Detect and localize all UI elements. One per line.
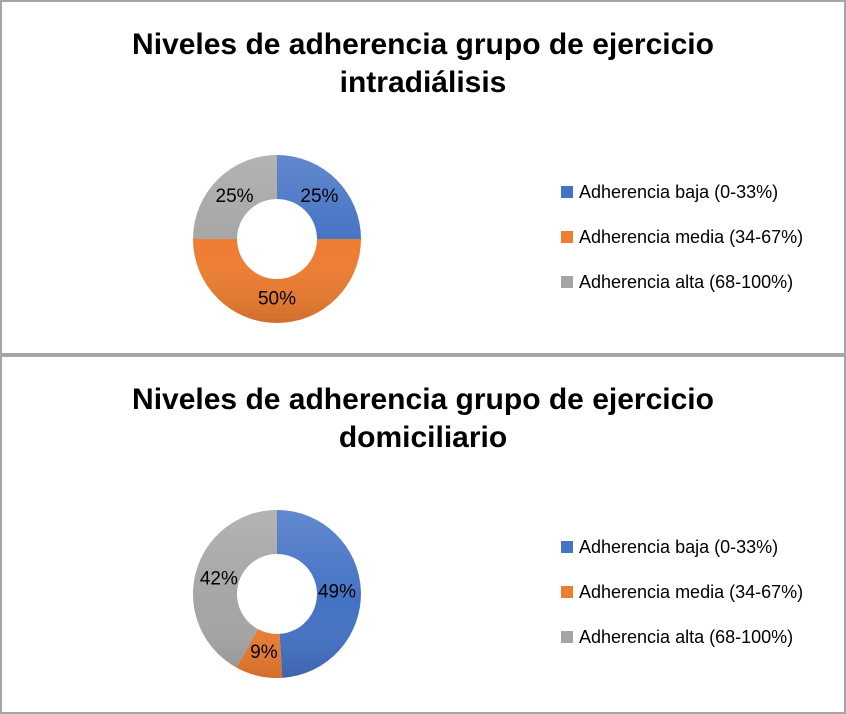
legend	[561, 182, 803, 292]
legend-item-adherencia-alta	[561, 627, 803, 647]
legend-swatch-icon	[561, 186, 573, 198]
donut-chart	[189, 151, 365, 327]
legend-item-adherencia-baja	[561, 182, 803, 202]
legend-item-adherencia-alta	[561, 272, 803, 292]
legend-item-adherencia-media	[561, 227, 803, 247]
chart-title: Niveles de adherencia grupo de ejercicio intradiálisis	[132, 28, 714, 100]
legend-label: Adherencia alta (68-100%)	[579, 626, 794, 647]
data-label: 9%	[250, 642, 278, 664]
legend-item-adherencia-baja	[561, 537, 803, 557]
data-label: 49%	[317, 581, 356, 603]
chart-panel-intradialisis	[2, 2, 844, 355]
data-label: 25%	[215, 186, 254, 208]
legend-label: Adherencia baja (0-33%)	[579, 536, 779, 557]
legend-swatch-icon	[561, 541, 573, 553]
legend-swatch-icon	[561, 231, 573, 243]
data-label: 42%	[199, 568, 238, 590]
legend-label: Adherencia media (34-67%)	[579, 581, 804, 602]
chart-panel-domiciliario	[2, 355, 844, 708]
legend-swatch-icon	[561, 276, 573, 288]
legend-swatch-icon	[561, 631, 573, 643]
data-label: 25%	[300, 186, 339, 208]
donut-chart	[189, 506, 365, 682]
legend-label: Adherencia baja (0-33%)	[579, 181, 779, 202]
legend-item-adherencia-media	[561, 582, 803, 602]
legend-label: Adherencia alta (68-100%)	[579, 271, 794, 292]
legend-swatch-icon	[561, 586, 573, 598]
legend-label: Adherencia media (34-67%)	[579, 226, 804, 247]
legend	[561, 537, 803, 647]
data-label: 50%	[257, 288, 297, 310]
chart-title: Niveles de adherencia grupo de ejercicio domiciliario	[132, 383, 714, 455]
